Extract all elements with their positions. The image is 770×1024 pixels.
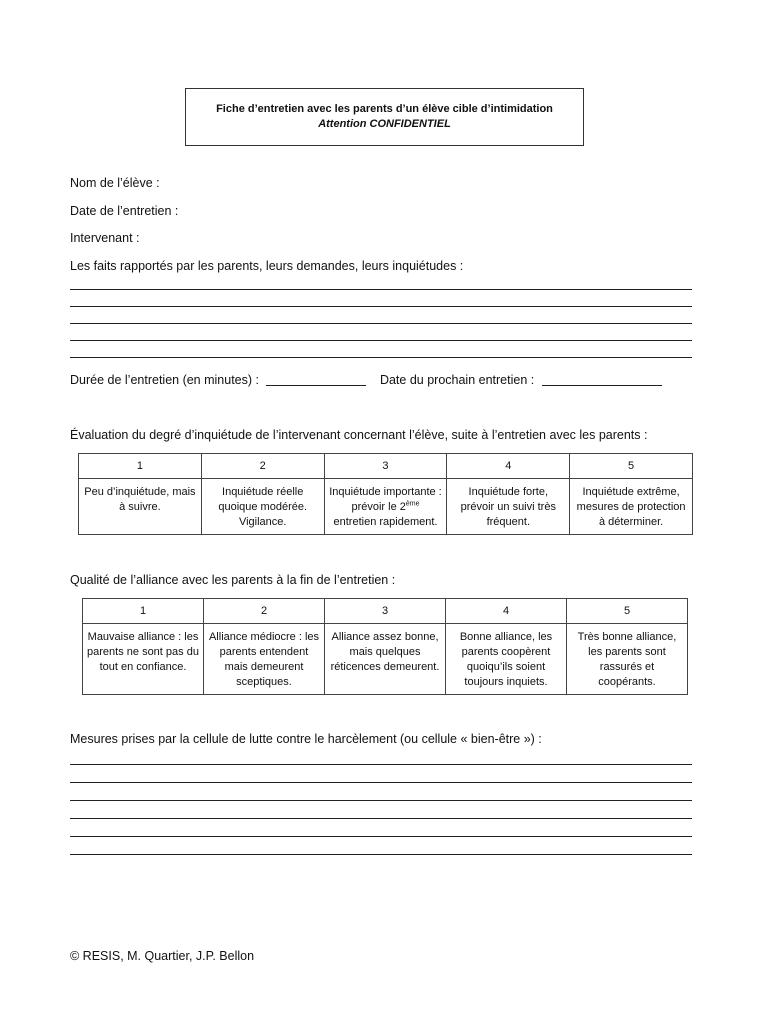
scale-level-header: 1 bbox=[79, 454, 202, 479]
scale-level-header: 2 bbox=[204, 599, 325, 624]
scale-option-cell[interactable]: Mauvaise alliance : les parents ne sont pas du tout en confiance. bbox=[83, 624, 204, 695]
scale-option-cell[interactable]: Peu d’inquiétude, mais à suivre. bbox=[79, 479, 202, 535]
measures-writing-lines[interactable] bbox=[70, 747, 692, 855]
interview-date-label: Date de l’entretien : bbox=[70, 204, 179, 218]
scale-level-header: 3 bbox=[324, 454, 447, 479]
writing-line[interactable] bbox=[70, 747, 692, 765]
writing-line[interactable] bbox=[70, 837, 692, 855]
writing-line[interactable] bbox=[70, 783, 692, 801]
writing-line[interactable] bbox=[70, 290, 692, 307]
facts-writing-lines[interactable] bbox=[70, 273, 692, 358]
next-interview-blank[interactable] bbox=[542, 373, 662, 386]
scale-level-header: 5 bbox=[567, 599, 688, 624]
scale-level-header: 3 bbox=[325, 599, 446, 624]
scale-option-cell[interactable]: Inquiétude extrême, mesures de protection à déterminer. bbox=[570, 479, 693, 535]
scale-level-header: 5 bbox=[570, 454, 693, 479]
facts-label: Les faits rapportés par les parents, leurs demandes, leurs inquiétudes : bbox=[70, 259, 464, 273]
writing-line[interactable] bbox=[70, 324, 692, 341]
scale-option-cell[interactable]: Inquiétude réelle quoique modérée. Vigilance. bbox=[201, 479, 324, 535]
table-header-row bbox=[79, 454, 693, 479]
writing-line[interactable] bbox=[70, 307, 692, 324]
scale-level-header: 4 bbox=[446, 599, 567, 624]
writing-line[interactable] bbox=[70, 273, 692, 290]
superscript-eme: ème bbox=[405, 500, 420, 508]
writing-line[interactable] bbox=[70, 819, 692, 837]
scale-level-header: 1 bbox=[83, 599, 204, 624]
scale-level-header: 4 bbox=[447, 454, 570, 479]
alliance-scale-table bbox=[82, 598, 688, 695]
table-row bbox=[79, 479, 693, 535]
table-header-row bbox=[83, 599, 688, 624]
copyright-footer: © RESIS, M. Quartier, J.P. Bellon bbox=[70, 949, 255, 963]
scale-option-cell[interactable] bbox=[324, 479, 447, 535]
measures-heading: Mesures prises par la cellule de lutte contre le harcèlement (ou cellule « bien-être ») : bbox=[70, 732, 542, 746]
scale-option-cell[interactable]: Très bonne alliance, les parents sont rassurés et coopérants. bbox=[567, 624, 688, 695]
student-name-label: Nom de l’élève : bbox=[70, 176, 160, 190]
concern-scale-heading: Évaluation du degré d’inquiétude de l’intervenant concernant l’élève, suite à l’entretien avec les parents : bbox=[70, 428, 648, 442]
confidential-notice: Attention CONFIDENTIEL bbox=[318, 118, 451, 130]
duration-label: Durée de l’entretien (en minutes) : bbox=[70, 373, 259, 387]
scale-option-cell[interactable]: Alliance médiocre : les parents entendent mais demeurent sceptiques. bbox=[204, 624, 325, 695]
duration-row bbox=[70, 373, 662, 387]
writing-line[interactable] bbox=[70, 801, 692, 819]
concern-scale-table bbox=[78, 453, 693, 535]
writing-line[interactable] bbox=[70, 341, 692, 358]
alliance-scale-heading: Qualité de l’alliance avec les parents à la fin de l’entretien : bbox=[70, 573, 396, 587]
duration-blank[interactable] bbox=[266, 373, 366, 386]
intervenant-label: Intervenant : bbox=[70, 231, 140, 245]
cell-text-part: Inquiétude importante : prévoir le 2 bbox=[329, 486, 442, 513]
scale-level-header: 2 bbox=[201, 454, 324, 479]
title-box bbox=[185, 88, 584, 146]
next-interview-label: Date du prochain entretien : bbox=[379, 373, 535, 387]
scale-option-cell[interactable]: Alliance assez bonne, mais quelques réticences demeurent. bbox=[325, 624, 446, 695]
cell-text-part: entretien rapidement. bbox=[333, 516, 438, 528]
form-title: Fiche d’entretien avec les parents d’un élève cible d’intimidation bbox=[216, 103, 553, 115]
scale-option-cell[interactable]: Inquiétude forte, prévoir un suivi très fréquent. bbox=[447, 479, 570, 535]
table-row bbox=[83, 624, 688, 695]
writing-line[interactable] bbox=[70, 765, 692, 783]
scale-option-cell[interactable]: Bonne alliance, les parents coopèrent quoiqu’ils soient toujours inquiets. bbox=[446, 624, 567, 695]
